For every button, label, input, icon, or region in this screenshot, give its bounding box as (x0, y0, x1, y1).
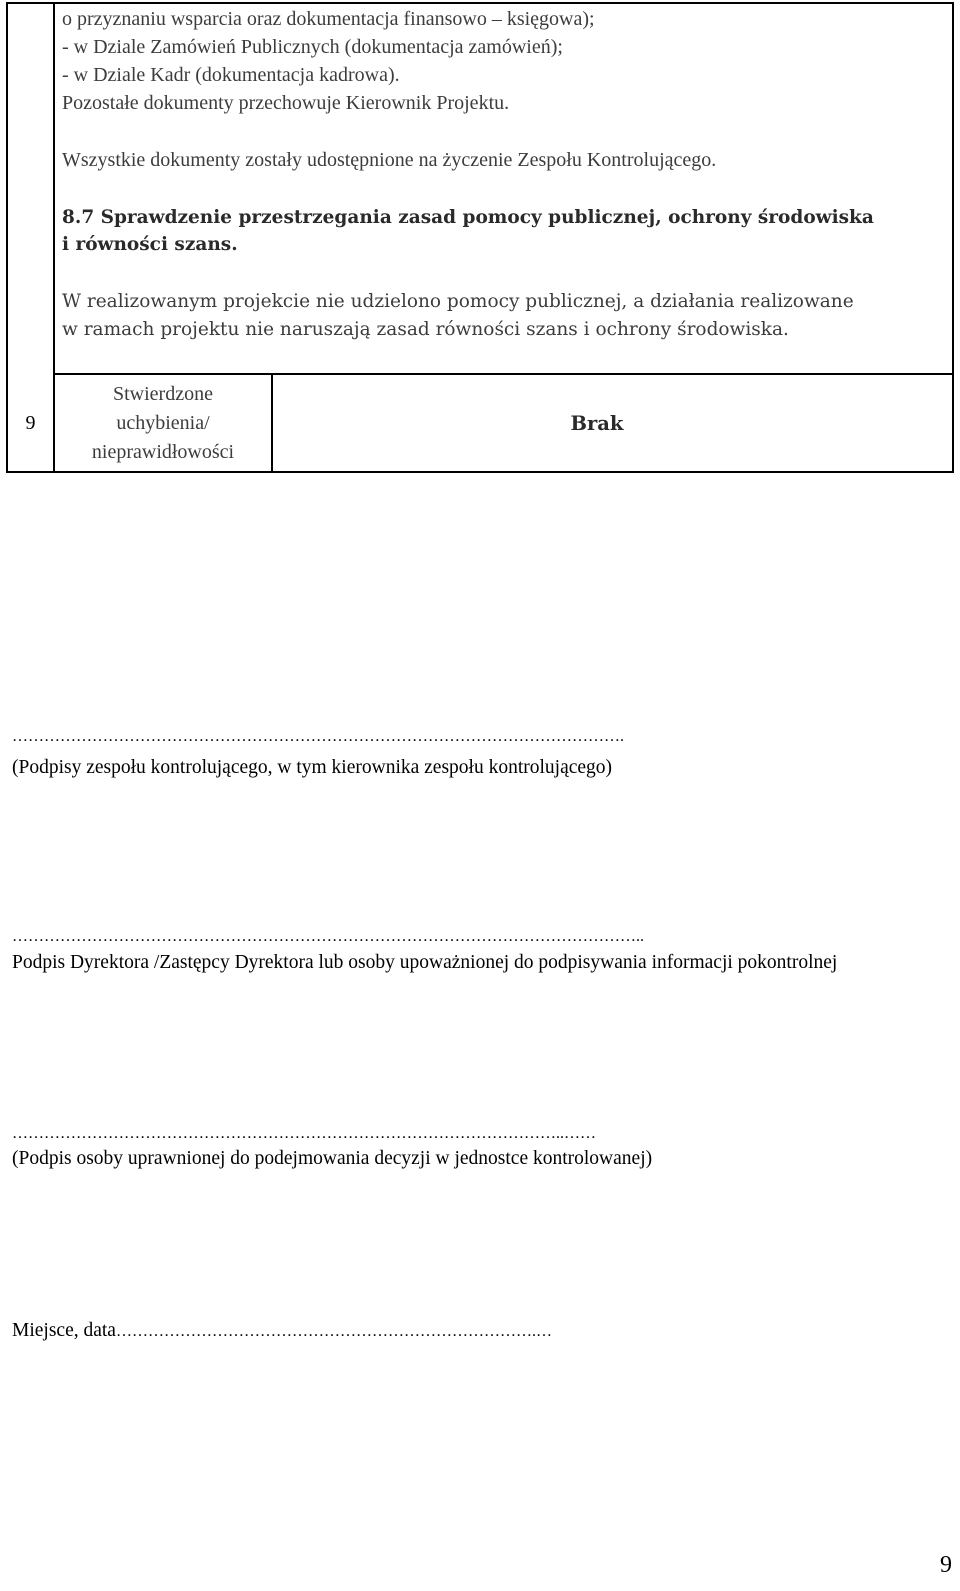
row-9-number: 9 (25, 412, 36, 434)
row-9-label-line-3: nieprawidłowości (91, 440, 235, 463)
table-border-right (952, 2, 954, 472)
row-9-label (54, 374, 272, 472)
section-8-7-heading-line-1: 8.7 Sprawdzenie przestrzegania zasad pomocy publicznej, ochrony środowiska (62, 207, 874, 228)
section-8-7-body-line-2: w ramach projektu nie naruszają zasad równości szans i ochrony środowiska. (62, 319, 789, 340)
continued-line-2: - w Dziale Zamówień Publicznych (dokumentacja zamówień); (62, 36, 563, 58)
place-date-label: Miejsce, data (12, 1320, 116, 1341)
place-date-dots: …………………………………………………………………….… (115, 1323, 552, 1340)
row-9-label-line-2: uchybienia/ (116, 411, 210, 434)
continued-line-4: Pozostałe dokumenty przechowuje Kierownik Projektu. (62, 92, 510, 114)
row-9-value: Brak (570, 411, 624, 435)
signature-team-caption: (Podpisy zespołu kontrolującego, w tym kierownika zespołu kontrolującego) (12, 757, 613, 778)
section-8-7-body-line-1: W realizowanym projekcie nie udzielono pomocy publicznej, a działania realizowane (62, 291, 854, 312)
section-8-7-heading-line-2: i równości szans. (62, 234, 238, 255)
page-number: 9 (940, 1552, 952, 1578)
signature-authorized-dots: …………………………………………………………………………………………..…… (12, 1125, 596, 1142)
table-border-top (6, 2, 954, 4)
continued-line-1: o przyznaniu wsparcia oraz dokumentacja finansowo – księgowa); (62, 8, 595, 30)
place-date (12, 1320, 552, 1342)
documents-statement: Wszystkie dokumenty zostały udostępnione na życzenie Zespołu Kontrolującego. (62, 149, 717, 171)
continued-line-3: - w Dziale Kadr (dokumentacja kadrowa). (62, 64, 400, 86)
signature-team-dots: ……………………………………………………………………………………………………. (12, 728, 624, 745)
row-9-label-line-1: Stwierdzone (113, 382, 213, 405)
signature-director-dots: ……………………………………………………………………………………………………….. (12, 928, 644, 945)
signature-director-caption: Podpis Dyrektora /Zastępcy Dyrektora lub osoby upoważnionej do podpisywania informacji pokontrolnej (12, 952, 838, 973)
signature-authorized-caption: (Podpis osoby uprawnionej do podejmowania decyzji w jednostce kontrolowanej) (12, 1148, 653, 1169)
